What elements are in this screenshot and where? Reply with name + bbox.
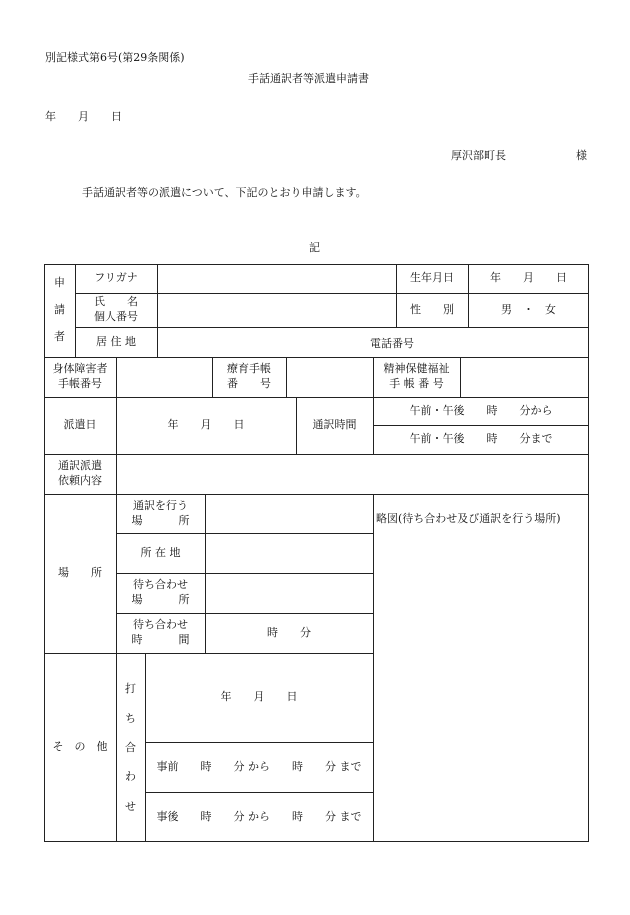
before-time-field[interactable]: 事前 時 分 から 時 分 まで	[156, 759, 362, 773]
ryoiku-handbook-field[interactable]	[287, 358, 372, 396]
interpreting-time-label: 通訳時間	[312, 418, 357, 432]
birthdate-label: 生年月日	[410, 271, 454, 285]
physical-handbook-label: 身体障害者 手帳番号	[52, 362, 108, 390]
time-from-field[interactable]: 午前・午後 時 分から	[409, 403, 553, 417]
name-field[interactable]	[158, 294, 395, 326]
form-title: 手話通訳者等派遣申請書	[248, 72, 369, 85]
meeting-time-field[interactable]: 時 分	[267, 625, 311, 639]
meeting-time-label: 待ち合わせ 時 間	[131, 618, 190, 646]
applicant-label: 申 請 者	[54, 276, 65, 344]
ki-label: 記	[309, 241, 320, 254]
ryoiku-handbook-label: 療育手帳 番 号	[227, 362, 271, 390]
meeting-place-label: 待ち合わせ 場 所	[131, 578, 190, 606]
honorific: 様	[576, 149, 587, 162]
mental-handbook-label: 精神保健福祉 手 帳 番 号	[383, 362, 450, 390]
address-field[interactable]	[158, 328, 358, 356]
interp-place-label: 通訳を行う 場 所	[131, 498, 190, 527]
dispatch-date-label: 派遣日	[63, 418, 97, 432]
physical-handbook-field[interactable]	[117, 358, 211, 396]
location-address-label: 所 在 地	[140, 545, 181, 559]
dispatch-date-field[interactable]: 年 月 日	[167, 418, 245, 432]
mental-handbook-field[interactable]	[461, 358, 588, 396]
addressee: 厚沢部町長	[451, 149, 506, 162]
location-address-field[interactable]	[206, 534, 372, 572]
request-content-label: 通訳派遣 依頼内容	[58, 459, 102, 487]
gender-field[interactable]: 男 ・ 女	[501, 302, 556, 316]
place-label: 場 所	[58, 566, 102, 580]
furigana-field[interactable]	[158, 265, 395, 292]
request-content-field[interactable]	[117, 455, 588, 493]
name-personal-number-label: 氏 名 個人番号	[94, 295, 138, 323]
other-label: そ の 他	[52, 740, 108, 754]
meeting-place-field[interactable]	[206, 574, 372, 612]
gender-label: 性 別	[410, 302, 454, 316]
interp-place-field[interactable]	[206, 495, 372, 532]
furigana-label: フリガナ	[94, 271, 138, 285]
application-date: 年 月 日	[45, 110, 122, 123]
time-until-field[interactable]: 午前・午後 時 分まで	[409, 432, 553, 446]
form-number: 別記様式第6号(第29条関係)	[45, 51, 185, 64]
map-area[interactable]	[374, 530, 588, 841]
address-label: 居 住 地	[96, 334, 136, 348]
map-label: 略図(待ち合わせ及び通訳を行う場所)	[376, 512, 561, 525]
birthdate-field[interactable]: 年 月 日	[490, 271, 567, 285]
meeting-date-field[interactable]: 年 月 日	[220, 690, 298, 704]
after-time-field[interactable]: 事後 時 分 から 時 分 まで	[156, 809, 362, 823]
intro-text: 手話通訳者等の派遣について、下記のとおり申請します。	[82, 186, 367, 199]
phone-label: 電話番号	[370, 337, 414, 350]
meeting-label: 打 ち 合 わ せ	[125, 682, 136, 813]
